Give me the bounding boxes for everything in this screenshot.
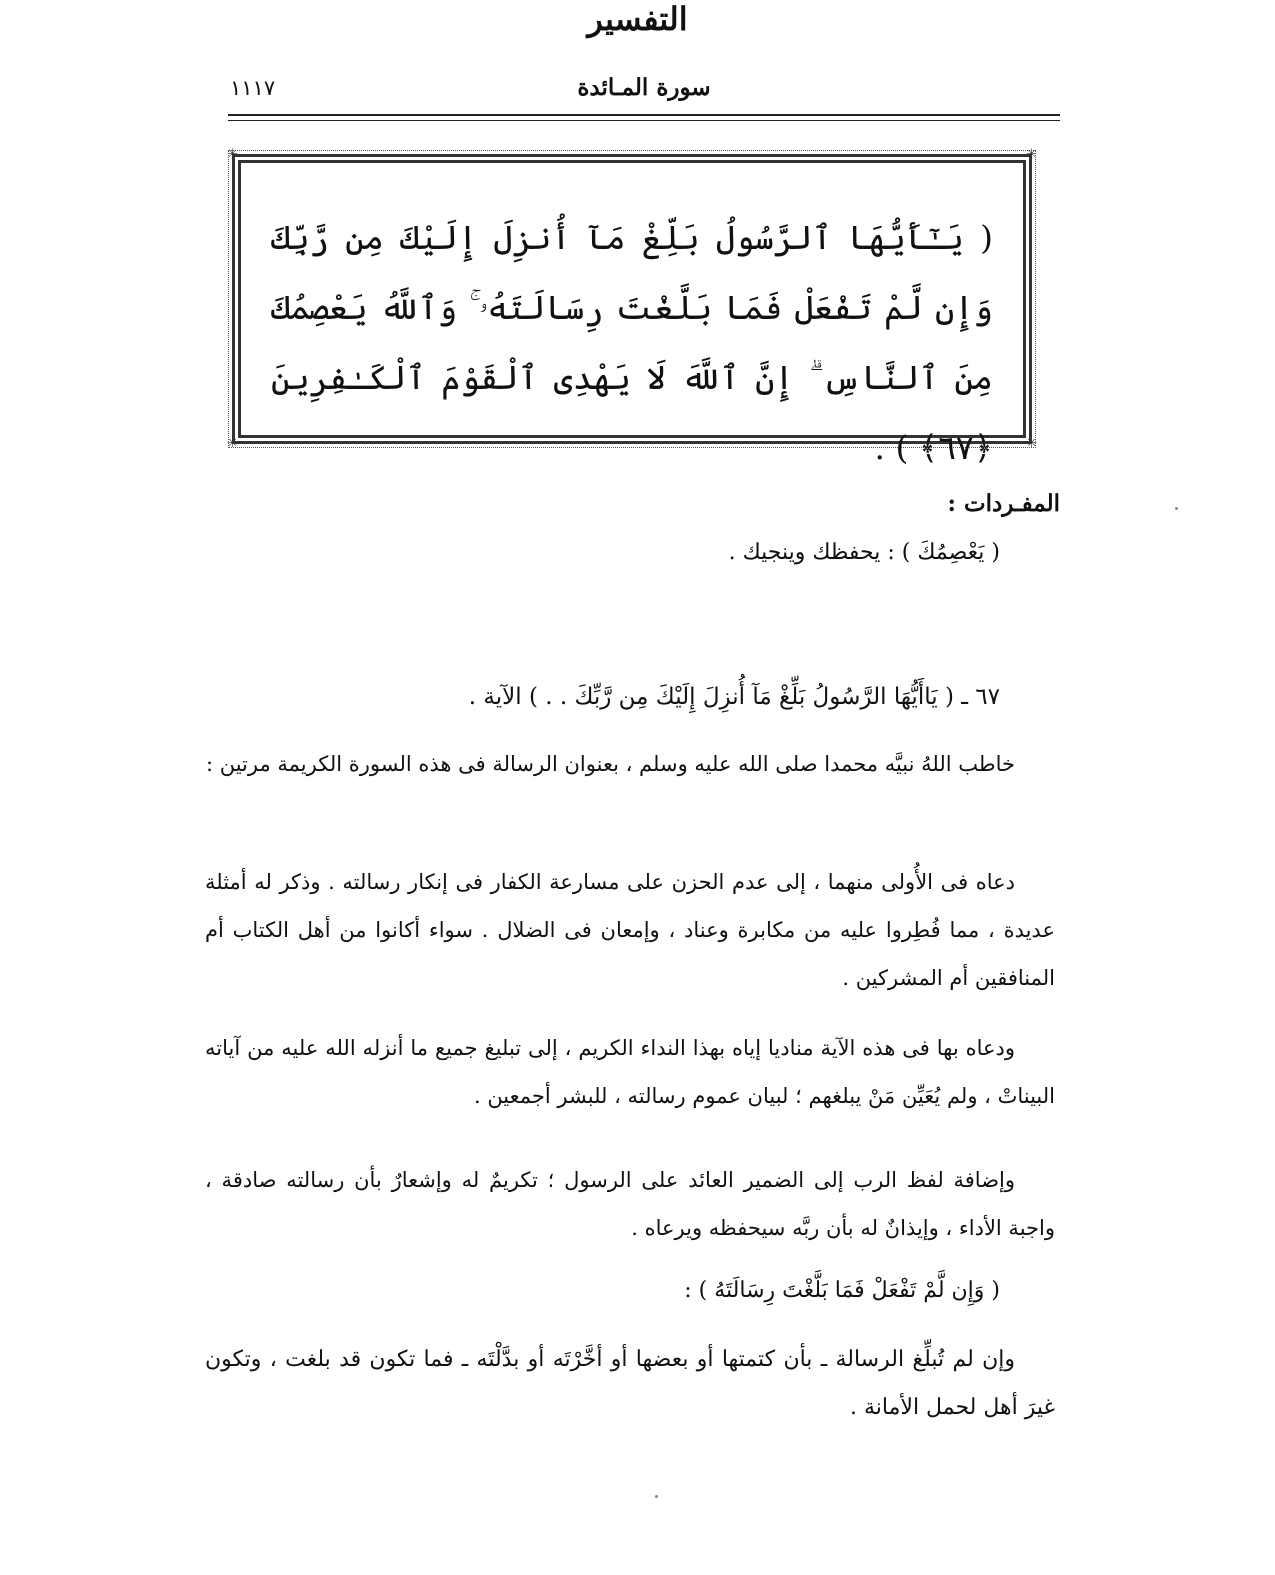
paragraph-text: ودعاه بها فى هذه الآية مناديا إياه بهذا النداء الكريم ، إلى تبليغ جميع ما أنزله الله عليه من آياته البيناتْ ، ولم يُعَيِّن مَنْ يبلغهم ؛ لبيان عموم رسالته ، للبشر أجمعين .	[205, 1036, 1055, 1108]
page-number: ١١١٧	[230, 76, 276, 100]
tafsir-paragraph	[205, 740, 1055, 788]
verse-frame	[227, 147, 1037, 467]
tafsir-heading: التفسير	[587, 0, 688, 38]
paragraph-text: وإن لم تُبلِّغ الرسالة ـ بأن كتمتها أو بعضها أو أخَّرْتَه أو بدَّلْتَه ـ فما تكون قد بلغت ، وتكون غيرَ أهل لحمل الأمانة .	[205, 1347, 1055, 1420]
paragraph-text: وإضافة لفظ الرب إلى الضمير العائد على الرسول ؛ تكريمٌ له وإشعارٌ بأن رسالته صادقة ، واجبة الأداء ، وإيذانٌ له بأن ربَّه سيحفظه ويرعاه .	[205, 1168, 1055, 1240]
verse-sub-reference: ( وَإِن لَّمْ تَفْعَلْ فَمَا بَلَّغْتَ رِسَالَتَهُ ) :	[684, 1278, 1000, 1303]
running-header	[228, 72, 1060, 112]
scan-speck	[655, 1495, 658, 1498]
quran-verse: ( يَـٰٓأَيُّهَا ٱلرَّسُولُ بَلِّغْ مَآ أُنزِلَ إِلَيْكَ مِن رَّبِّكَ وَإِن لَّمْ تَفْعَلْ فَمَا بَلَّغْتَ رِسَالَتَهُۥ ۚ وَٱللَّهُ يَعْصِمُكَ مِنَ ٱلنَّاسِ ۗ إِنَّ ٱللَّهَ لَا يَهْدِى ٱلْقَوْمَ ٱلْكَـٰفِرِينَ ﴿٦٧﴾ ) .	[271, 218, 993, 467]
header-rule-thin	[228, 120, 1060, 121]
vocabulary-heading: المفـردات :	[947, 490, 1060, 517]
header-rule	[228, 114, 1060, 116]
tafsir-paragraph	[205, 1156, 1055, 1252]
surah-title: سورة المـائدة	[577, 74, 711, 101]
tafsir-paragraph	[205, 1336, 1055, 1432]
corner-ornament-icon: ✳	[1026, 147, 1037, 162]
corner-ornament-icon: ✳	[227, 147, 238, 162]
scan-speck	[1175, 507, 1178, 510]
paragraph-text: دعاه فى الأُولى منهما ، إلى عدم الحزن على مسارعة الكفار فى إنكار رسالته . وذكر له أمثلة عديدة ، مما فُطِروا عليه من مكابرة وعناد ، وإمعان فى الضلال . سواء أكانوا من أهل الكتاب أم المنافقين أم المشركين .	[205, 870, 1055, 990]
paragraph-text: خاطب اللهُ نبيَّه محمدا صلى الله عليه وسلم ، بعنوان الرسالة فى هذه السورة الكريمة مرتين :	[205, 752, 1015, 776]
corner-ornament-icon: ✳	[1026, 436, 1037, 451]
verse-reference: ٦٧ ـ ( يَاأَيُّهَا الرَّسُولُ بَلِّغْ مَآ أُنزِلَ إِلَيْكَ مِن رَّبِّكَ . . ) الآية .	[468, 684, 1000, 710]
corner-ornament-icon: ✳	[227, 436, 238, 451]
tafsir-paragraph	[205, 858, 1055, 1002]
vocabulary-entry: ( يَعْصِمُكَ ) : يحفظك وينجيك .	[728, 540, 1000, 565]
tafsir-paragraph	[205, 1024, 1055, 1120]
